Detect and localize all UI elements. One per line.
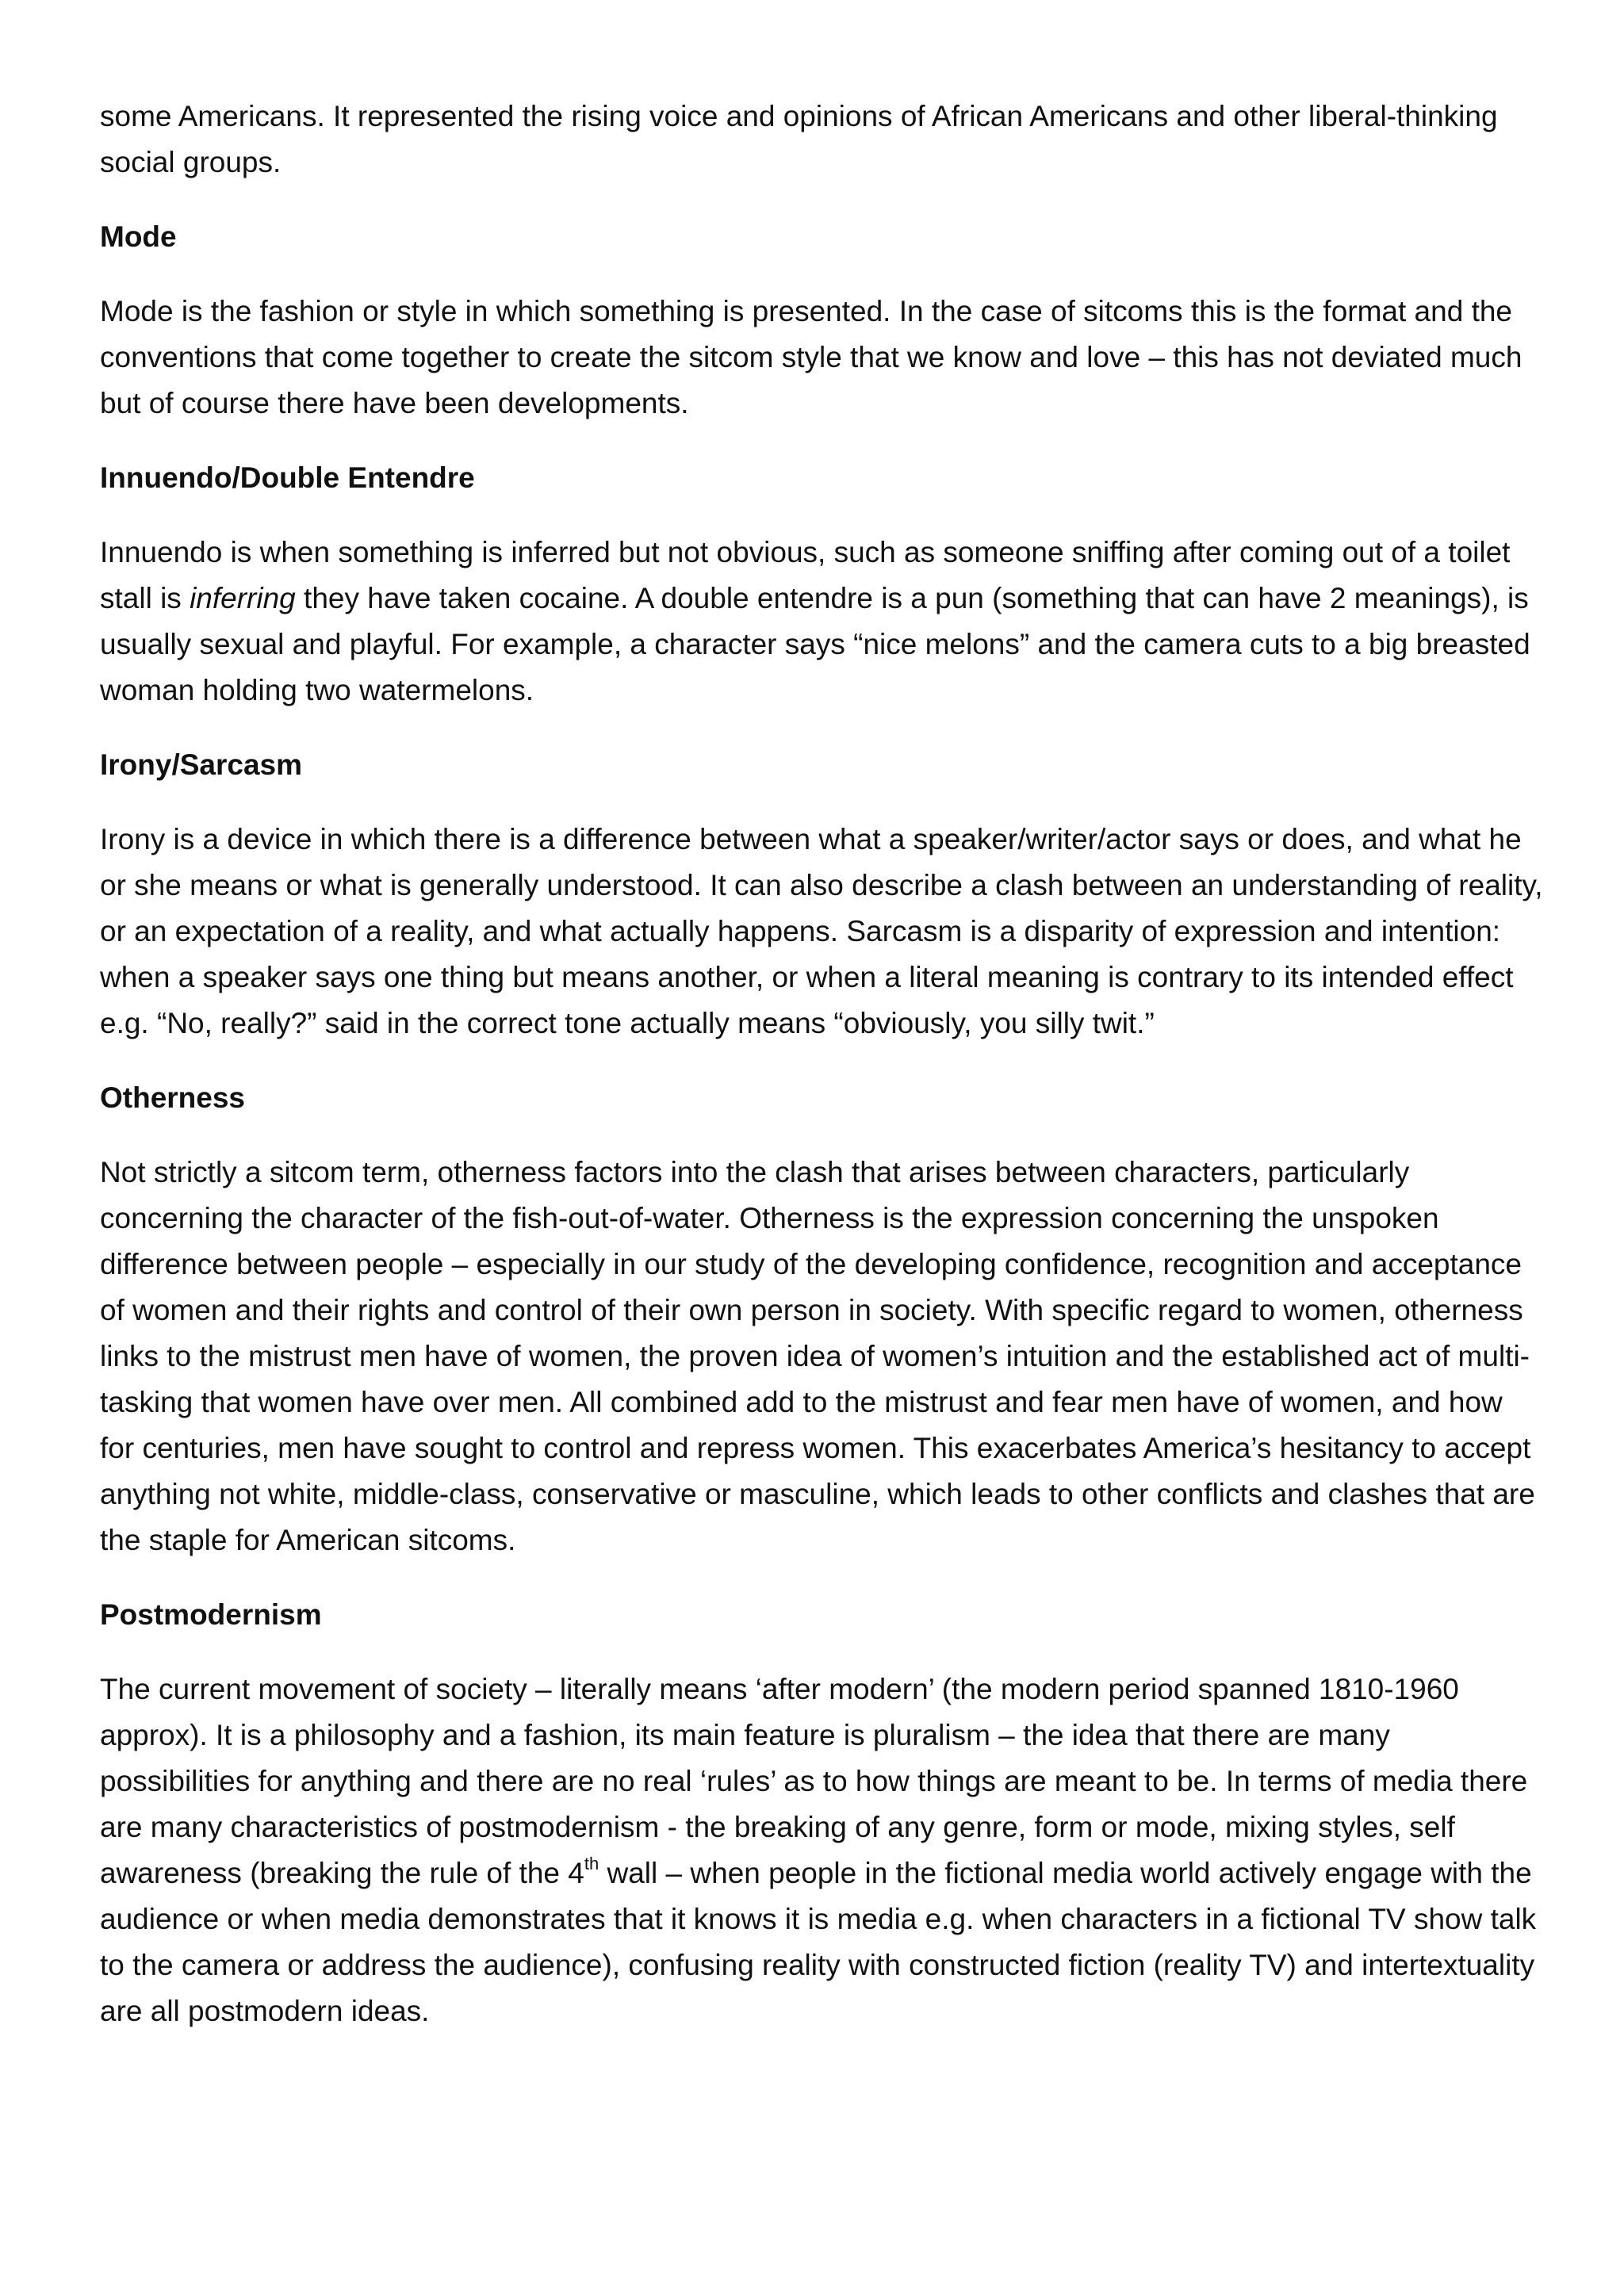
irony-heading: Irony/Sarcasm [100, 748, 303, 781]
postmodernism-heading: Postmodernism [100, 1598, 322, 1631]
intro-paragraph: some Americans. It represented the rising voice and opinions of African Americans and other liberal-thinking social groups. [100, 100, 1498, 178]
innuendo-paragraph [100, 530, 1543, 714]
mode-heading: Mode [100, 220, 177, 253]
mode-paragraph: Mode is the fashion or style in which something is presented. In the case of sitcoms this is the format and the conventions that come together to create the sitcom style that we know and love – this has not deviated much but of course there have been developments. [100, 295, 1522, 419]
document-page [100, 94, 1543, 2063]
innuendo-italic-word: inferring [190, 582, 296, 614]
postmodernism-paragraph [100, 1667, 1543, 2034]
innuendo-text-part-2: they have taken cocaine. A double entendre is a pun (something that can have 2 meanings), is usually sexual and playful. For example, a character says “nice melons” and the camera cuts to a big breasted woman holding two watermelons. [100, 582, 1530, 706]
postmodernism-superscript: th [584, 1853, 599, 1873]
innuendo-heading: Innuendo/Double Entendre [100, 461, 475, 494]
innuendo-text-part-1: Innuendo is when something is inferred but not obvious, such as someone sniffing after coming out of a toilet stall is [100, 536, 1511, 614]
otherness-paragraph: Not strictly a sitcom term, otherness factors into the clash that arises between characters, particularly concerning the character of the fish-out-of-water. Otherness is the expression concerning the unspoken difference between people – especially in our study of the developing confidence, recognition and acceptance of women and their rights and control of their own person in society. With specific regard to women, otherness links to the mistrust men have of women, the proven idea of women’s intuition and the established act of multi-tasking that women have over men. All combined add to the mistrust and fear men have of women, and how for centuries, men have sought to control and repress women. This exacerbates America’s hesitancy to accept anything not white, middle-class, conservative or masculine, which leads to other conflicts and clashes that are the staple for American sitcoms. [100, 1156, 1535, 1556]
otherness-heading: Otherness [100, 1081, 246, 1114]
postmodernism-text-part-2: wall – when people in the fictional media world actively engage with the audience or when media demonstrates that it knows it is media e.g. when characters in a fictional TV show talk to the camera or address the audience), confusing reality with constructed fiction (reality TV) and intertextuality are all postmodern ideas. [100, 1857, 1537, 2027]
postmodernism-text-part-1: The current movement of society – literally means ‘after modern’ (the modern period spanned 1810-1960 approx). It is a philosophy and a fashion, its main feature is pluralism – the idea that there are many possibilities for anything and there are no real ‘rules’ as to how things are meant to be. In terms of media there are many characteristics of postmodernism - the breaking of any genre, form or mode, mixing styles, self awareness (breaking the rule of the 4 [100, 1673, 1528, 1889]
irony-paragraph: Irony is a device in which there is a difference between what a speaker/writer/actor says or does, and what he or she means or what is generally understood. It can also describe a clash between an understanding of reality, or an expectation of a reality, and what actually happens. Sarcasm is a disparity of expression and intention: when a speaker says one thing but means another, or when a literal meaning is contrary to its intended effect e.g. “No, really?” said in the correct tone actually means “obviously, you silly twit.” [100, 823, 1543, 1039]
